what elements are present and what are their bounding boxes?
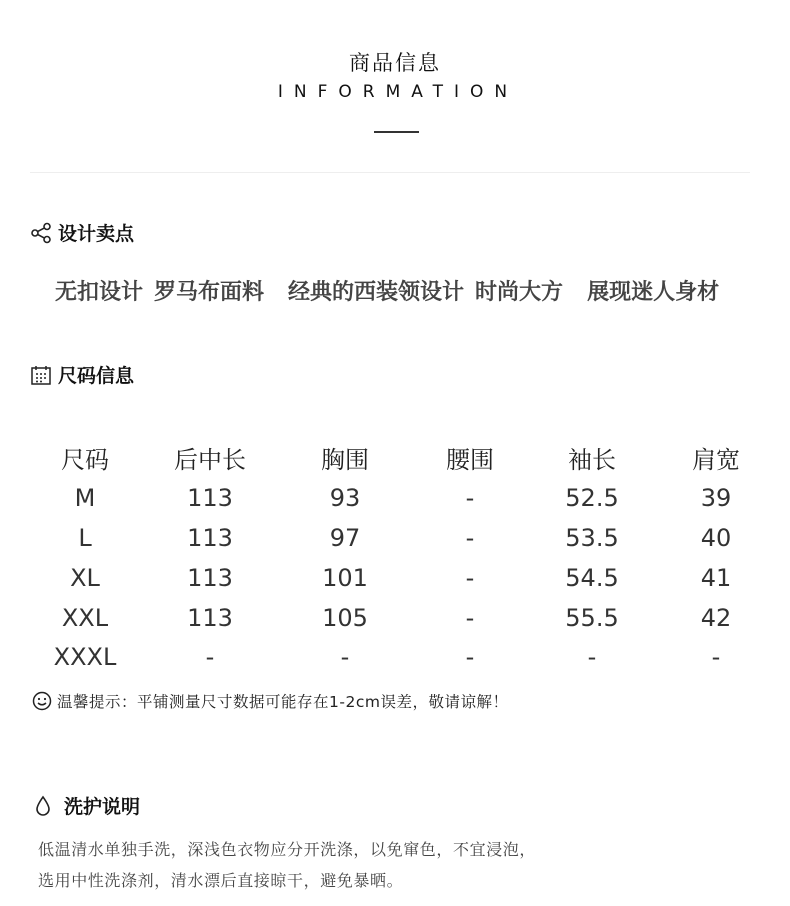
column-header: 肩宽 — [692, 445, 740, 474]
wash-instruction: 低温清水单独手洗，深浅色衣物应分开洗涤，以免窜色，不宜浸泡， — [38, 840, 537, 859]
page-title-en: INFORMATION — [277, 82, 519, 102]
design-tags — [55, 275, 730, 306]
size-heading — [30, 361, 134, 388]
design-tag: 无扣设计 — [55, 280, 144, 305]
table-cell: 97 — [329, 524, 361, 552]
page-title-cn: 商品信息 — [349, 51, 441, 75]
table-cell: - — [340, 643, 350, 671]
tip-text: 温馨提示：平铺测量尺寸数据可能存在1-2cm误差，敬请谅解！ — [57, 693, 509, 711]
table-cell: XXL — [61, 604, 109, 632]
table-row — [22, 478, 770, 518]
wash-heading-label: 洗护说明 — [64, 796, 141, 818]
design-heading-label: 设计卖点 — [58, 223, 135, 245]
table-cell: 113 — [187, 484, 233, 512]
table-cell: - — [465, 564, 475, 592]
table-cell: 55.5 — [565, 604, 619, 632]
design-tag: 展现迷人身材 — [587, 280, 720, 305]
column-header: 袖长 — [568, 445, 616, 474]
column-header: 腰围 — [446, 445, 494, 474]
table-row — [22, 558, 770, 598]
table-row — [22, 638, 770, 676]
size-table — [22, 436, 770, 676]
table-cell: 53.5 — [565, 524, 619, 552]
table-cell: 113 — [187, 564, 233, 592]
water-drop-icon — [34, 795, 52, 817]
table-row — [22, 518, 770, 558]
table-cell: XL — [70, 564, 100, 592]
table-cell: - — [205, 643, 215, 671]
table-header-row — [22, 436, 770, 478]
table-cell: 41 — [700, 564, 732, 592]
table-cell: - — [465, 643, 475, 671]
table-cell: 113 — [187, 524, 233, 552]
table-cell: XXXL — [53, 643, 117, 671]
table-cell: 54.5 — [565, 564, 619, 592]
table-cell: 101 — [322, 564, 368, 592]
design-heading — [30, 219, 134, 246]
column-header: 尺码 — [61, 445, 109, 474]
calendar-icon — [30, 364, 52, 386]
table-cell: 93 — [329, 484, 361, 512]
table-cell: 52.5 — [565, 484, 619, 512]
table-cell: - — [465, 604, 475, 632]
table-cell: 40 — [700, 524, 732, 552]
smiley-icon — [32, 691, 52, 711]
table-row — [22, 598, 770, 638]
table-cell: 39 — [700, 484, 732, 512]
table-cell: 105 — [322, 604, 368, 632]
size-heading-label: 尺码信息 — [58, 365, 135, 387]
table-cell: L — [78, 524, 92, 552]
wash-heading — [34, 792, 140, 819]
table-cell: M — [74, 484, 96, 512]
table-cell: - — [465, 524, 475, 552]
column-header: 后中长 — [174, 445, 246, 474]
section-divider — [30, 172, 750, 173]
table-cell: - — [711, 643, 721, 671]
design-tag: 时尚大方 — [475, 280, 564, 305]
title-divider — [374, 131, 419, 133]
table-cell: 42 — [700, 604, 732, 632]
table-cell: 113 — [187, 604, 233, 632]
table-cell: - — [587, 643, 597, 671]
measurement-tip — [32, 690, 508, 712]
table-cell: - — [465, 484, 475, 512]
share-icon — [30, 222, 52, 244]
column-header: 胸围 — [321, 445, 369, 474]
design-tag: 罗马布面料 — [154, 280, 265, 305]
design-tag: 经典的西装领设计 — [288, 280, 465, 305]
wash-instruction: 选用中性洗涤剂，清水漂后直接晾干，避免暴晒。 — [38, 871, 404, 890]
